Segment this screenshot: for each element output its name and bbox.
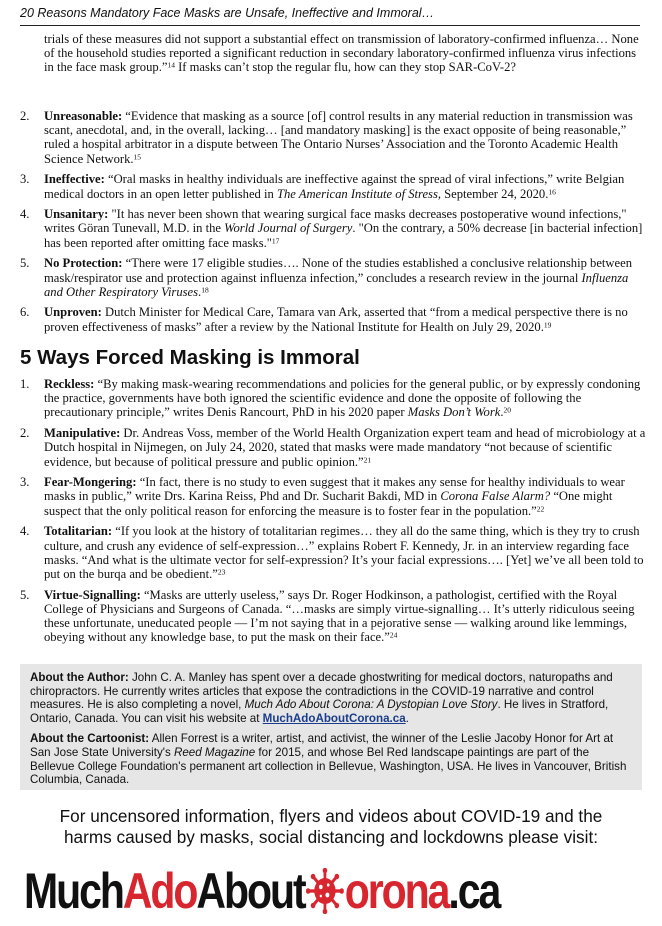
- item-text: "It has never been shown that wearing surgical face masks decreases postoperative wound infections," writes Göran Tunevall, M.D. in the: [44, 207, 627, 236]
- item-text: “By making mask-wearing recommendations and policies for the general public, or by expressly condoning the practice, governments have both ignored the scientific evidence and done the opposite of following the precautionary principle,” writes Denis Rancourt, PhD in his 2020 paper: [44, 377, 641, 420]
- item-emphasis: World Journal of Surgery: [224, 221, 353, 236]
- item-number: 3.: [20, 172, 30, 187]
- cta-line-1: For uncensored information, flyers and videos about COVID-19 and the: [59, 806, 603, 826]
- footnote-ref: 17: [271, 236, 280, 246]
- item-text-end: “One might suspect that the only political reason for enforcing the measure is to foster fear in the population.”: [44, 489, 613, 518]
- list-item: [20, 475, 646, 518]
- item-emphasis: Corona False Alarm?: [440, 489, 551, 504]
- call-to-action: [0, 806, 662, 848]
- list-item: [20, 524, 646, 581]
- item-text-end: .: [198, 284, 202, 299]
- footnote-ref: 14: [167, 61, 175, 71]
- item-text: “Oral masks in healthy individuals are ineffective against the spread of viral infections,” write Belgian medical doctors in an open letter published in: [44, 172, 625, 201]
- item-title: Ineffective:: [44, 172, 105, 187]
- footnote-ref: 15: [133, 152, 142, 162]
- item-number: 6.: [20, 305, 30, 320]
- item-text: “In fact, there is no study to even suggest that it makes any sense for healthy individuals to wear masks in public,” write Drs. Karina Reiss, Phd and Dr. Sucharit Bakdi, MD in: [44, 475, 625, 504]
- list-item: [20, 256, 646, 299]
- running-header: [20, 6, 640, 26]
- item-title: Unsanitary:: [44, 207, 109, 222]
- site-logo[interactable]: [24, 862, 529, 920]
- item-number: 4.: [20, 524, 30, 539]
- about-author-text: John C. A. Manley has spent over a decade ghostwriting for medical doctors, naturopaths and chiropractors. He currently writes articles that expose the contradictions in the COVID-19 narrative and control measures. He is also completing a novel,: [30, 671, 613, 712]
- item-text: Dutch Minister for Medical Care, Tamara van Ark, asserted that “from a medical perspective there is no proven effectiveness of masks” after a review by the National Institute for Health on July 29, 2020.: [44, 305, 628, 334]
- item-emphasis: The American Institute of Stress,: [276, 186, 441, 201]
- item-number: 1.: [20, 377, 30, 391]
- logo-word-ado: Ado: [122, 863, 197, 919]
- about-author: [30, 671, 632, 725]
- about-cartoonist-text-end: for 2015, and whose Bel Red landscape paintings are part of the Bellevue College Foundation's permanent art collection in Bellevue, Washington, USA. He lives in Vancouver, British Columbia, Canada.: [30, 745, 627, 787]
- list-item: [20, 426, 646, 469]
- about-cartoonist-text: Allen Forrest is a writer, artist, and activist, the winner of the Leslie Jacoby Honor for Art at San Jose State University's: [30, 732, 614, 759]
- item-text: “If you look at the history of totalitarian regimes… they all do the same thing, which is they try to crush culture, and crush any evidence of self-expression…” explains Robert F. Kennedy, Jr. in an interview regarding face masks. “And what is the ultimate vector for self-expression? It’s your facial expressions…. [Yet] we’ve all been told to put on the burqa and be obedient.”: [44, 524, 644, 581]
- list-item: [20, 172, 646, 200]
- about-author-label: About the Author:: [30, 671, 129, 684]
- item-title: Fear-Mongering:: [44, 475, 137, 490]
- item-number: 4.: [20, 207, 30, 222]
- continuation-text: trials of these measures did not support a substantial effect on transmission of laboratory-confirmed influenza… None of the household studies reported a significant reduction in secondary laboratory-confirmed influenza virus infections in the face mask group.”: [44, 32, 639, 75]
- continuation-tail: If masks can’t stop the regular flu, how can they stop SAR-CoV-2?: [174, 60, 516, 75]
- novel-title: Much Ado About Corona: A Dystopian Love Story: [244, 698, 498, 712]
- item-text-end: .: [500, 405, 504, 420]
- list-item: [20, 588, 646, 645]
- footnote-ref: 19: [543, 320, 552, 330]
- cta-line-2: harms caused by masks, social distancing and lockdowns please visit:: [63, 827, 599, 847]
- item-number: 3.: [20, 475, 30, 490]
- about-author-end: .: [405, 711, 409, 725]
- item-number: 5.: [20, 256, 30, 271]
- logo-tld: .ca: [448, 863, 500, 919]
- item-emphasis: Masks Don’t Work: [407, 405, 501, 420]
- item-text: “Evidence that masking as a source [of] control results in any material reduction in transmission was scant, anecdotal, and, in the overall, lacking… [and mandatory masking] is the exact opposite of being reasonable,” ruled a hospital arbitrator in a dispute between The Ontario Nurses’ Association and the Toronto Academic Health Science Network.: [44, 109, 633, 166]
- document-title: 20 Reasons Mandatory Face Masks are Unsafe, Ineffective and Immoral…: [20, 6, 435, 20]
- item-text-end: . "On the contrary, a 50% decrease [in bacterial infection] has been reported after omitting face masks.": [44, 221, 643, 250]
- item-text-end: September 24, 2020.: [441, 186, 549, 201]
- item-title: Unproven:: [44, 305, 102, 320]
- item-text: “There were 17 eligible studies…. None of the studies established a conclusive relationship between mask/respirator use and protection against influenza infection,” concludes a research review in the journal: [44, 256, 632, 285]
- about-cartoonist: [30, 732, 632, 786]
- footnote-ref: 20: [503, 406, 511, 416]
- ineffective-list: [20, 109, 646, 340]
- footnote-ref: 24: [389, 630, 398, 640]
- item-title: Manipulative:: [44, 426, 121, 441]
- item-number: 5.: [20, 587, 30, 602]
- item-title: Unreasonable:: [44, 109, 123, 123]
- item-text: Dr. Andreas Voss, member of the World Health Organization expert team and head of microbiology at a Dutch hospital in Nijmegen, on July 24, 2020, stated that masks were made mandatory “not because of scientific evidence, but because of political pressure and public opinion.”: [44, 426, 646, 469]
- item-number: 2.: [20, 109, 30, 123]
- item-number: 2.: [20, 426, 30, 441]
- virus-icon: [306, 868, 344, 914]
- list-item: [20, 305, 646, 333]
- item-title: Virtue-Signalling:: [44, 587, 141, 602]
- item-text: “Masks are utterly useless,” says Dr. Roger Hodkinson, a pathologist, certified with the Royal College of Physicians and Surgeons of Canada. “…masks are simply virtue-signalling… It’s utterly ridiculous seeing these unfortunate, uneducated people — I’m not saying that in a pejorative sense — walking around like lemmings, obeying without any knowledge base, to put the mask on their face.”: [44, 587, 635, 645]
- logo-word-about: About: [196, 863, 305, 919]
- item-title: No Protection:: [44, 256, 123, 271]
- item-emphasis: Influenza and Other Respiratory Viruses: [44, 270, 629, 299]
- footnote-ref: 23: [217, 567, 226, 577]
- continuation-paragraph: [44, 32, 644, 75]
- magazine-title: Reed Magazine: [173, 745, 256, 759]
- item-title: Totalitarian:: [44, 524, 113, 539]
- list-item: [20, 377, 646, 420]
- footnote-ref: 22: [536, 504, 545, 514]
- logo-word-orona: orona: [344, 863, 449, 919]
- footnote-ref: 21: [363, 455, 372, 465]
- logo-word-much: Much: [24, 863, 123, 919]
- immoral-list: [20, 377, 646, 651]
- footnote-ref: 18: [201, 285, 209, 295]
- list-item: [20, 207, 646, 250]
- bio-box: [20, 664, 642, 790]
- about-cartoonist-label: About the Cartoonist:: [30, 732, 150, 746]
- section-heading: 5 Ways Forced Masking is Immoral: [20, 346, 360, 369]
- footnote-ref: 16: [548, 187, 556, 197]
- about-author-text-mid: . He lives in Stratford, Ontario, Canada. You can visit his website at: [30, 698, 609, 725]
- list-item: [20, 109, 646, 166]
- website-link[interactable]: MuchAdoAboutCorona.ca: [262, 711, 406, 725]
- item-title: Reckless:: [44, 377, 95, 391]
